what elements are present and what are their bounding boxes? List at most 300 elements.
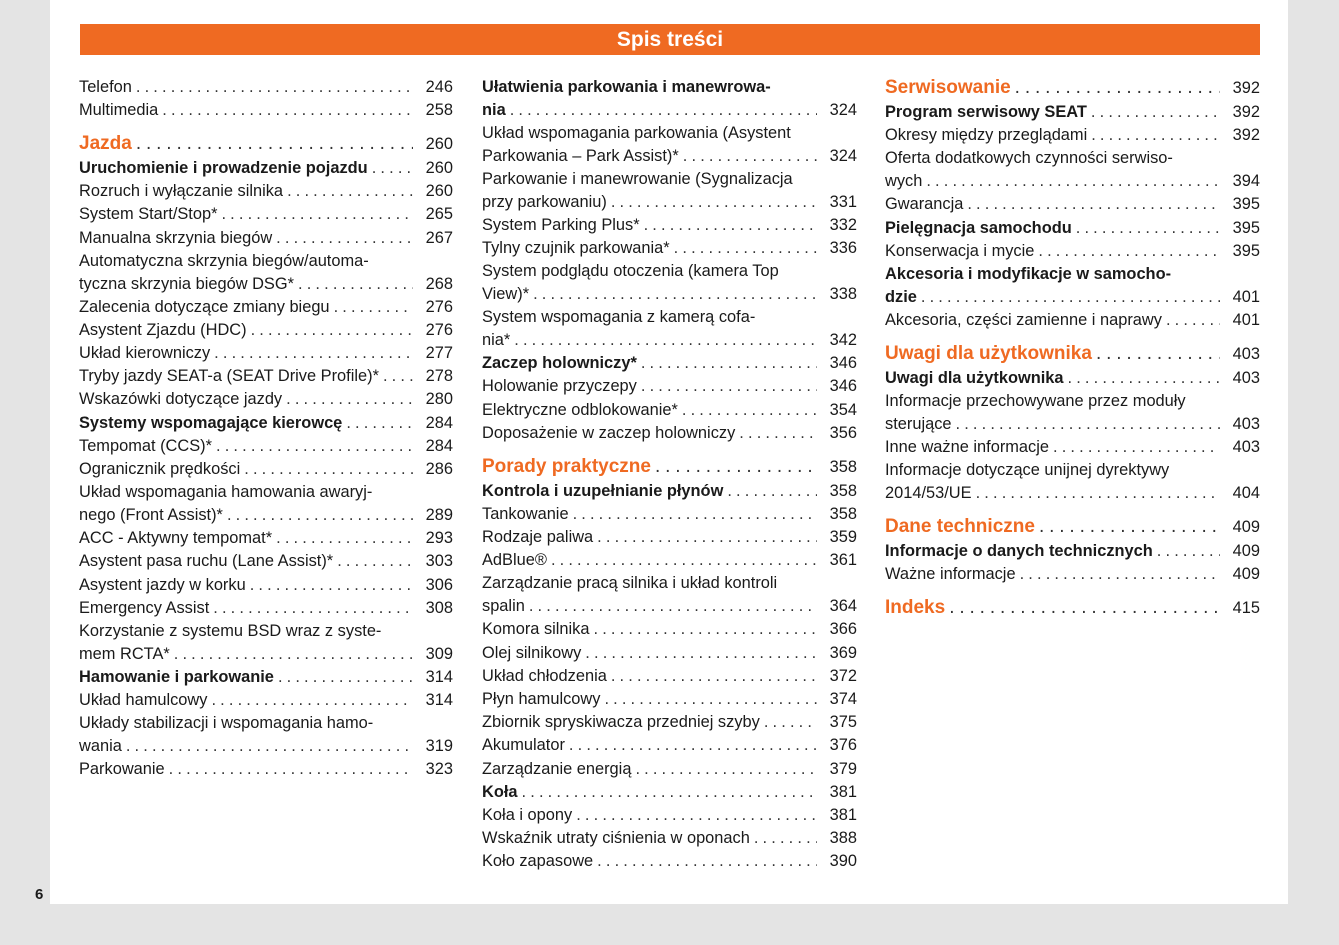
toc-page-number: 324 <box>829 100 857 119</box>
dot-leader <box>949 596 1220 620</box>
toc-page-number: 359 <box>829 528 857 547</box>
dot-leader <box>573 503 817 526</box>
toc-page-number: 403 <box>1232 368 1260 387</box>
toc-entry[interactable] <box>482 850 857 873</box>
toc-entry[interactable] <box>482 827 857 850</box>
dot-leader <box>1076 217 1220 240</box>
toc-entry[interactable] <box>885 540 1260 563</box>
toc-entry-multiline[interactable] <box>79 620 453 666</box>
dot-leader <box>764 711 817 734</box>
toc-entry[interactable] <box>482 665 857 688</box>
toc-page-number: 415 <box>1232 598 1260 617</box>
toc-page-number: 356 <box>829 423 857 442</box>
toc-section-heading[interactable] <box>482 455 857 479</box>
toc-entry[interactable] <box>482 283 857 306</box>
toc-entry[interactable] <box>79 76 453 99</box>
toc-entry-title: tyczna skrzynia biegów DSG* <box>79 274 294 293</box>
toc-section-heading[interactable] <box>885 596 1260 620</box>
dot-leader <box>1039 515 1220 539</box>
toc-entry-title: Tankowanie <box>482 504 569 523</box>
toc-entry-multiline[interactable] <box>885 390 1260 436</box>
toc-entry-title: AdBlue® <box>482 551 547 570</box>
toc-entry[interactable] <box>885 286 1260 309</box>
dot-leader <box>1068 367 1220 390</box>
toc-entry[interactable] <box>482 214 857 237</box>
toc-entry-title: Ważne informacje <box>885 564 1016 583</box>
toc-page-number: 267 <box>425 228 453 247</box>
dot-leader <box>594 618 818 641</box>
toc-entry-title: Hamowanie i parkowanie <box>79 667 274 686</box>
toc-entry-title: Układ hamulcowy <box>79 691 208 710</box>
toc-section-heading[interactable] <box>885 515 1260 539</box>
toc-entry[interactable] <box>79 319 453 342</box>
dot-leader <box>383 365 413 388</box>
toc-entry-title: nia <box>482 100 506 119</box>
toc-entry[interactable] <box>79 99 453 122</box>
toc-entry-title-line: Układy stabilizacji i wspomagania hamo- <box>79 714 374 733</box>
toc-entry[interactable] <box>482 99 857 122</box>
toc-entry-title: 2014/53/UE <box>885 483 972 502</box>
toc-entry-multiline[interactable] <box>482 168 857 214</box>
toc-entry-title: wych <box>885 172 923 191</box>
toc-page-number: 331 <box>829 192 857 211</box>
toc-entry[interactable] <box>482 503 857 526</box>
toc-page-number: 323 <box>425 760 453 779</box>
toc-entry-title: Holowanie przyczepy <box>482 377 637 396</box>
toc-entry-title: Zalecenia dotyczące zmiany biegu <box>79 297 330 316</box>
toc-entry-title: Informacje o danych technicznych <box>885 541 1153 560</box>
toc-entry-title: Ogranicznik prędkości <box>79 460 241 479</box>
toc-entry-title-line: System wspomagania z kamerą cofa- <box>482 308 756 327</box>
toc-entry-title-line: Układ wspomagania hamowania awaryj- <box>79 483 373 502</box>
toc-entry-title: Doposażenie w zaczep holowniczy <box>482 423 736 442</box>
toc-entry[interactable] <box>482 688 857 711</box>
toc-entry-title-line: Oferta dodatkowych czynności serwiso- <box>885 149 1173 168</box>
toc-page-number: 395 <box>1232 241 1260 260</box>
toc-page-number: 361 <box>829 551 857 570</box>
toc-entry-title: Akumulator <box>482 736 565 755</box>
dot-leader <box>514 329 817 352</box>
dot-leader <box>250 574 413 597</box>
toc-entry-title: Tryby jazdy SEAT-a (SEAT Drive Profile)* <box>79 367 379 386</box>
toc-section-heading[interactable] <box>885 76 1260 100</box>
toc-entry[interactable] <box>79 342 453 365</box>
dot-leader <box>967 193 1220 216</box>
toc-entry-title: nia* <box>482 331 511 350</box>
toc-page-number: 392 <box>1232 79 1260 97</box>
dot-leader <box>1015 76 1220 100</box>
toc-entry-title-line: Układ wspomagania parkowania (Asystent <box>482 123 791 142</box>
toc-entry[interactable] <box>885 217 1260 240</box>
toc-entry-title: Konserwacja i mycie <box>885 241 1035 260</box>
page-number: 6 <box>35 886 44 903</box>
toc-entry[interactable] <box>482 734 857 757</box>
toc-page-number: 314 <box>425 691 453 710</box>
dot-leader <box>682 399 817 422</box>
toc-page-number: 314 <box>425 667 453 686</box>
dot-leader <box>221 203 413 226</box>
dot-leader <box>674 237 817 260</box>
toc-entry[interactable] <box>482 526 857 549</box>
toc-entry[interactable] <box>482 191 857 214</box>
toc-entry[interactable] <box>79 180 453 203</box>
toc-page-number: 346 <box>829 377 857 396</box>
toc-page-number: 390 <box>829 852 857 871</box>
toc-entry-multiline[interactable] <box>482 306 857 352</box>
toc-entry-title: Multimedia <box>79 101 159 120</box>
toc-entry-title: Pielęgnacja samochodu <box>885 218 1072 237</box>
toc-page-number: 276 <box>425 297 453 316</box>
toc-entry[interactable] <box>482 618 857 641</box>
dot-leader <box>1053 436 1220 459</box>
toc-page-number: 374 <box>829 689 857 708</box>
dot-leader <box>174 643 413 666</box>
toc-entry-title: Parkowania – Park Assist)* <box>482 146 679 165</box>
dot-leader <box>641 375 817 398</box>
toc-entry-title: Kontrola i uzupełnianie płynów <box>482 481 724 500</box>
dot-leader <box>926 170 1220 193</box>
toc-page-number: 308 <box>425 598 453 617</box>
toc-entry[interactable] <box>482 352 857 375</box>
dot-leader <box>276 227 413 250</box>
toc-column-2 <box>482 76 857 873</box>
toc-entry-title-line: Informacje dotyczące unijnej dyrektywy <box>885 461 1170 480</box>
dot-leader <box>597 526 817 549</box>
toc-entry-title: Jazda <box>79 132 132 154</box>
dot-leader <box>522 781 817 804</box>
toc-page-number: 403 <box>1232 437 1260 456</box>
toc-section-heading[interactable] <box>79 132 453 156</box>
dot-leader <box>298 273 413 296</box>
toc-entry[interactable] <box>79 458 453 481</box>
toc-page-number: 277 <box>425 344 453 363</box>
toc-page-number: 358 <box>829 504 857 523</box>
toc-entry-title-line: Parkowanie i manewrowanie (Sygnalizacja <box>482 169 793 188</box>
toc-entry[interactable] <box>482 480 857 503</box>
toc-entry[interactable] <box>79 574 453 597</box>
toc-entry-title: System Parking Plus* <box>482 215 640 234</box>
toc-entry-title: Wskazówki dotyczące jazdy <box>79 390 283 409</box>
toc-entry-title: Asystent pasa ruchu (Lane Assist)* <box>79 552 334 571</box>
toc-entry[interactable] <box>482 237 857 260</box>
dot-leader <box>214 342 413 365</box>
toc-entry[interactable] <box>482 549 857 572</box>
toc-entry[interactable] <box>885 309 1260 332</box>
dot-leader <box>1020 563 1220 586</box>
toc-page-number: 346 <box>829 354 857 373</box>
dot-leader <box>635 758 817 781</box>
toc-column-1 <box>79 76 453 781</box>
toc-page-number: 309 <box>425 644 453 663</box>
toc-entry-multiline[interactable] <box>79 250 453 296</box>
toc-page-number: 303 <box>425 552 453 571</box>
dot-leader <box>244 458 413 481</box>
toc-entry-multiline[interactable] <box>482 122 857 168</box>
toc-page-number: 366 <box>829 620 857 639</box>
dot-leader <box>213 597 413 620</box>
dot-leader <box>169 758 413 781</box>
toc-entry-title: Manualna skrzynia biegów <box>79 228 273 247</box>
toc-entry[interactable] <box>79 388 453 411</box>
dot-leader <box>372 157 413 180</box>
toc-page-number: 409 <box>1232 564 1260 583</box>
toc-entry[interactable] <box>482 329 857 352</box>
toc-page-number: 394 <box>1232 172 1260 191</box>
dot-leader <box>126 735 413 758</box>
dot-leader <box>976 482 1220 505</box>
toc-page-number: 401 <box>1232 310 1260 329</box>
toc-entry-title: Parkowanie <box>79 760 165 779</box>
toc-page-number: 293 <box>425 529 453 548</box>
toc-entry[interactable] <box>885 124 1260 147</box>
dot-leader <box>956 413 1220 436</box>
toc-entry[interactable] <box>79 412 453 435</box>
toc-column-3 <box>885 76 1260 621</box>
dot-leader <box>286 388 413 411</box>
toc-page-number: 260 <box>425 158 453 177</box>
dot-leader <box>251 319 413 342</box>
toc-entry-title: Okresy między przeglądami <box>885 126 1088 145</box>
dot-leader <box>337 550 413 573</box>
toc-entry[interactable] <box>79 157 453 180</box>
toc-page-number: 403 <box>1232 414 1260 433</box>
dot-leader <box>569 734 817 757</box>
toc-entry-title: Zaczep holowniczy* <box>482 354 637 373</box>
toc-entry[interactable] <box>79 666 453 689</box>
toc-entry-title: przy parkowaniu) <box>482 192 607 211</box>
toc-entry-multiline[interactable] <box>79 481 453 527</box>
toc-entry[interactable] <box>79 643 453 666</box>
toc-entry-title: Program serwisowy SEAT <box>885 103 1087 121</box>
toc-entry[interactable] <box>79 527 453 550</box>
toc-entry-title: dzie <box>885 287 917 306</box>
toc-entry-title: Układ kierowniczy <box>79 344 211 363</box>
toc-page-number: 276 <box>425 320 453 339</box>
toc-entry-multiline[interactable] <box>885 147 1260 193</box>
toc-entry-title: Dane techniczne <box>885 515 1035 537</box>
toc-entry-title: Inne ważne informacje <box>885 437 1049 456</box>
toc-entry-title: ACC - Aktywny tempomat* <box>79 529 273 548</box>
toc-entry[interactable] <box>79 273 453 296</box>
toc-page-number: 381 <box>829 782 857 801</box>
toc-page-number: 280 <box>425 390 453 409</box>
toc-page-number: 358 <box>829 481 857 500</box>
toc-entry-title: Serwisowanie <box>885 77 1011 98</box>
dot-leader <box>597 850 817 873</box>
toc-entry-title-line: Korzystanie z systemu BSD wraz z syste- <box>79 621 382 640</box>
dot-leader <box>611 665 817 688</box>
toc-entry-title: Uwagi dla użytkownika <box>885 342 1092 364</box>
dot-leader <box>510 99 817 122</box>
toc-page-number: 376 <box>829 736 857 755</box>
toc-entry-title: Koła i opony <box>482 805 573 824</box>
toc-entry-title: Asystent jazdy w korku <box>79 575 246 594</box>
toc-entry-title: Indeks <box>885 596 946 618</box>
toc-entry-title: Uruchomienie i prowadzenie pojazdu <box>79 158 368 177</box>
toc-page-number: 395 <box>1232 195 1260 214</box>
toc-entry[interactable] <box>79 435 453 458</box>
toc-entry[interactable] <box>885 240 1260 263</box>
toc-page-number: 284 <box>425 413 453 432</box>
toc-entry[interactable] <box>79 504 453 527</box>
toc-entry-title: Uwagi dla użytkownika <box>885 368 1064 387</box>
toc-entry-title-line: Zarządzanie pracą silnika i układ kontroli <box>482 574 778 593</box>
toc-entry-title: Tylny czujnik parkowania* <box>482 239 670 258</box>
dot-leader <box>1091 101 1220 124</box>
toc-entry-multiline[interactable] <box>79 712 453 758</box>
toc-entry-multiline[interactable] <box>482 572 857 618</box>
dot-leader <box>334 296 413 319</box>
toc-entry[interactable] <box>79 227 453 250</box>
toc-page-number: 409 <box>1232 517 1260 536</box>
dot-leader <box>162 99 413 122</box>
dot-leader <box>683 145 817 168</box>
toc-entry[interactable] <box>482 375 857 398</box>
toc-entry-title: Koło zapasowe <box>482 852 594 871</box>
toc-entry-title: mem RCTA* <box>79 644 170 663</box>
toc-entry-title: Rozruch i wyłączanie silnika <box>79 182 284 201</box>
toc-entry[interactable] <box>885 367 1260 390</box>
dot-leader <box>346 412 413 435</box>
toc-section-heading[interactable] <box>885 342 1260 366</box>
toc-page-number: 284 <box>425 436 453 455</box>
dot-leader <box>576 804 817 827</box>
toc-page-number: 369 <box>829 643 857 662</box>
dot-leader <box>739 422 817 445</box>
toc-page-number: 354 <box>829 400 857 419</box>
toc-entry-title: wania <box>79 737 122 756</box>
toc-entry[interactable] <box>885 193 1260 216</box>
toc-entry-title: Systemy wspomagające kierowcę <box>79 413 343 432</box>
dot-leader <box>1157 540 1220 563</box>
toc-entry[interactable] <box>482 781 857 804</box>
toc-entry-title: Koła <box>482 782 518 801</box>
toc-page-number: 306 <box>425 575 453 594</box>
toc-entry[interactable] <box>79 550 453 573</box>
toc-entry-title: Rodzaje paliwa <box>482 528 594 547</box>
toc-page-number: 392 <box>1232 126 1260 145</box>
toc-entry-title-line: Akcesoria i modyfikacje w samocho- <box>885 264 1172 283</box>
toc-entry[interactable] <box>482 399 857 422</box>
dot-leader <box>611 191 817 214</box>
toc-entry-multiline[interactable] <box>885 263 1260 309</box>
dot-leader <box>641 352 817 375</box>
toc-entry-multiline[interactable] <box>482 76 857 122</box>
toc-page-number: 372 <box>829 666 857 685</box>
dot-leader <box>551 549 817 572</box>
toc-entry-title: Komora silnika <box>482 620 590 639</box>
toc-page-number: 265 <box>425 205 453 224</box>
toc-entry[interactable] <box>482 804 857 827</box>
toc-entry[interactable] <box>885 482 1260 505</box>
page-title: Spis treści <box>80 24 1260 55</box>
toc-page-number: 375 <box>829 713 857 732</box>
toc-entry[interactable] <box>885 170 1260 193</box>
toc-page-number: 289 <box>425 506 453 525</box>
toc-page-number: 332 <box>829 215 857 234</box>
toc-entry-title: Akcesoria, części zamienne i naprawy <box>885 310 1162 329</box>
dot-leader <box>585 642 817 665</box>
dot-leader <box>211 689 413 712</box>
toc-entry-title-line: Ułatwienia parkowania i manewrowa- <box>482 78 771 96</box>
toc-entry-title: Telefon <box>79 78 132 96</box>
toc-entry-title: Emergency Assist <box>79 598 210 617</box>
toc-entry-title: spalin <box>482 597 525 616</box>
toc-entry[interactable] <box>482 595 857 618</box>
toc-entry[interactable] <box>482 422 857 445</box>
toc-page-number: 278 <box>425 367 453 386</box>
dot-leader <box>727 480 817 503</box>
dot-leader <box>1038 240 1220 263</box>
toc-entry-title: Gwarancja <box>885 195 964 214</box>
toc-entry-title: Elektryczne odblokowanie* <box>482 400 678 419</box>
toc-entry-title: nego (Front Assist)* <box>79 506 223 525</box>
toc-page-number: 409 <box>1232 541 1260 560</box>
dot-leader <box>754 827 817 850</box>
toc-page-number: 324 <box>829 146 857 165</box>
toc-page-number: 258 <box>425 101 453 120</box>
toc-entry-title: Asystent Zjazdu (HDC) <box>79 320 247 339</box>
toc-page-number: 364 <box>829 597 857 616</box>
toc-entry-title: Zbiornik spryskiwacza przedniej szyby <box>482 713 760 732</box>
toc-entry-title-line: Informacje przechowywane przez moduły <box>885 391 1186 410</box>
toc-page-number: 260 <box>425 134 453 153</box>
toc-page-number: 388 <box>829 829 857 848</box>
toc-entry-title-line: System podglądu otoczenia (kamera Top <box>482 262 779 281</box>
toc-page-number: 401 <box>1232 287 1260 306</box>
toc-page-number: 404 <box>1232 483 1260 502</box>
toc-page-number: 358 <box>829 457 857 476</box>
toc-entry-title: Wskaźnik utraty ciśnienia w oponach <box>482 829 750 848</box>
toc-entry[interactable] <box>482 642 857 665</box>
toc-entry[interactable] <box>482 711 857 734</box>
dot-leader <box>604 688 817 711</box>
toc-entry-multiline[interactable] <box>885 459 1260 505</box>
toc-page-number: 286 <box>425 460 453 479</box>
toc-entry[interactable] <box>79 689 453 712</box>
toc-entry[interactable] <box>885 436 1260 459</box>
dot-leader <box>529 595 817 618</box>
toc-page-number: 338 <box>829 285 857 304</box>
dot-leader <box>1166 309 1220 332</box>
toc-page-number: 403 <box>1232 344 1260 363</box>
dot-leader <box>1091 124 1220 147</box>
toc-entry[interactable] <box>79 597 453 620</box>
toc-entry[interactable] <box>482 758 857 781</box>
dot-leader <box>287 180 413 203</box>
toc-page-number: 379 <box>829 759 857 778</box>
toc-entry[interactable] <box>885 413 1260 436</box>
dot-leader <box>216 435 413 458</box>
toc-page-number: 392 <box>1232 103 1260 121</box>
toc-entry[interactable] <box>79 735 453 758</box>
toc-entry-multiline[interactable] <box>482 260 857 306</box>
toc-entry[interactable] <box>79 365 453 388</box>
toc-entry[interactable] <box>79 296 453 319</box>
dot-leader <box>278 666 413 689</box>
toc-entry[interactable] <box>885 101 1260 124</box>
dot-leader <box>921 286 1220 309</box>
toc-entry[interactable] <box>79 758 453 781</box>
toc-entry[interactable] <box>482 145 857 168</box>
toc-entry[interactable] <box>79 203 453 226</box>
toc-page-number: 268 <box>425 274 453 293</box>
toc-entry[interactable] <box>885 563 1260 586</box>
toc-entry-title: Tempomat (CCS)* <box>79 436 212 455</box>
toc-page-number: 246 <box>425 78 453 96</box>
toc-entry-title: sterujące <box>885 414 952 433</box>
toc-entry-title: Zarządzanie energią <box>482 759 632 778</box>
